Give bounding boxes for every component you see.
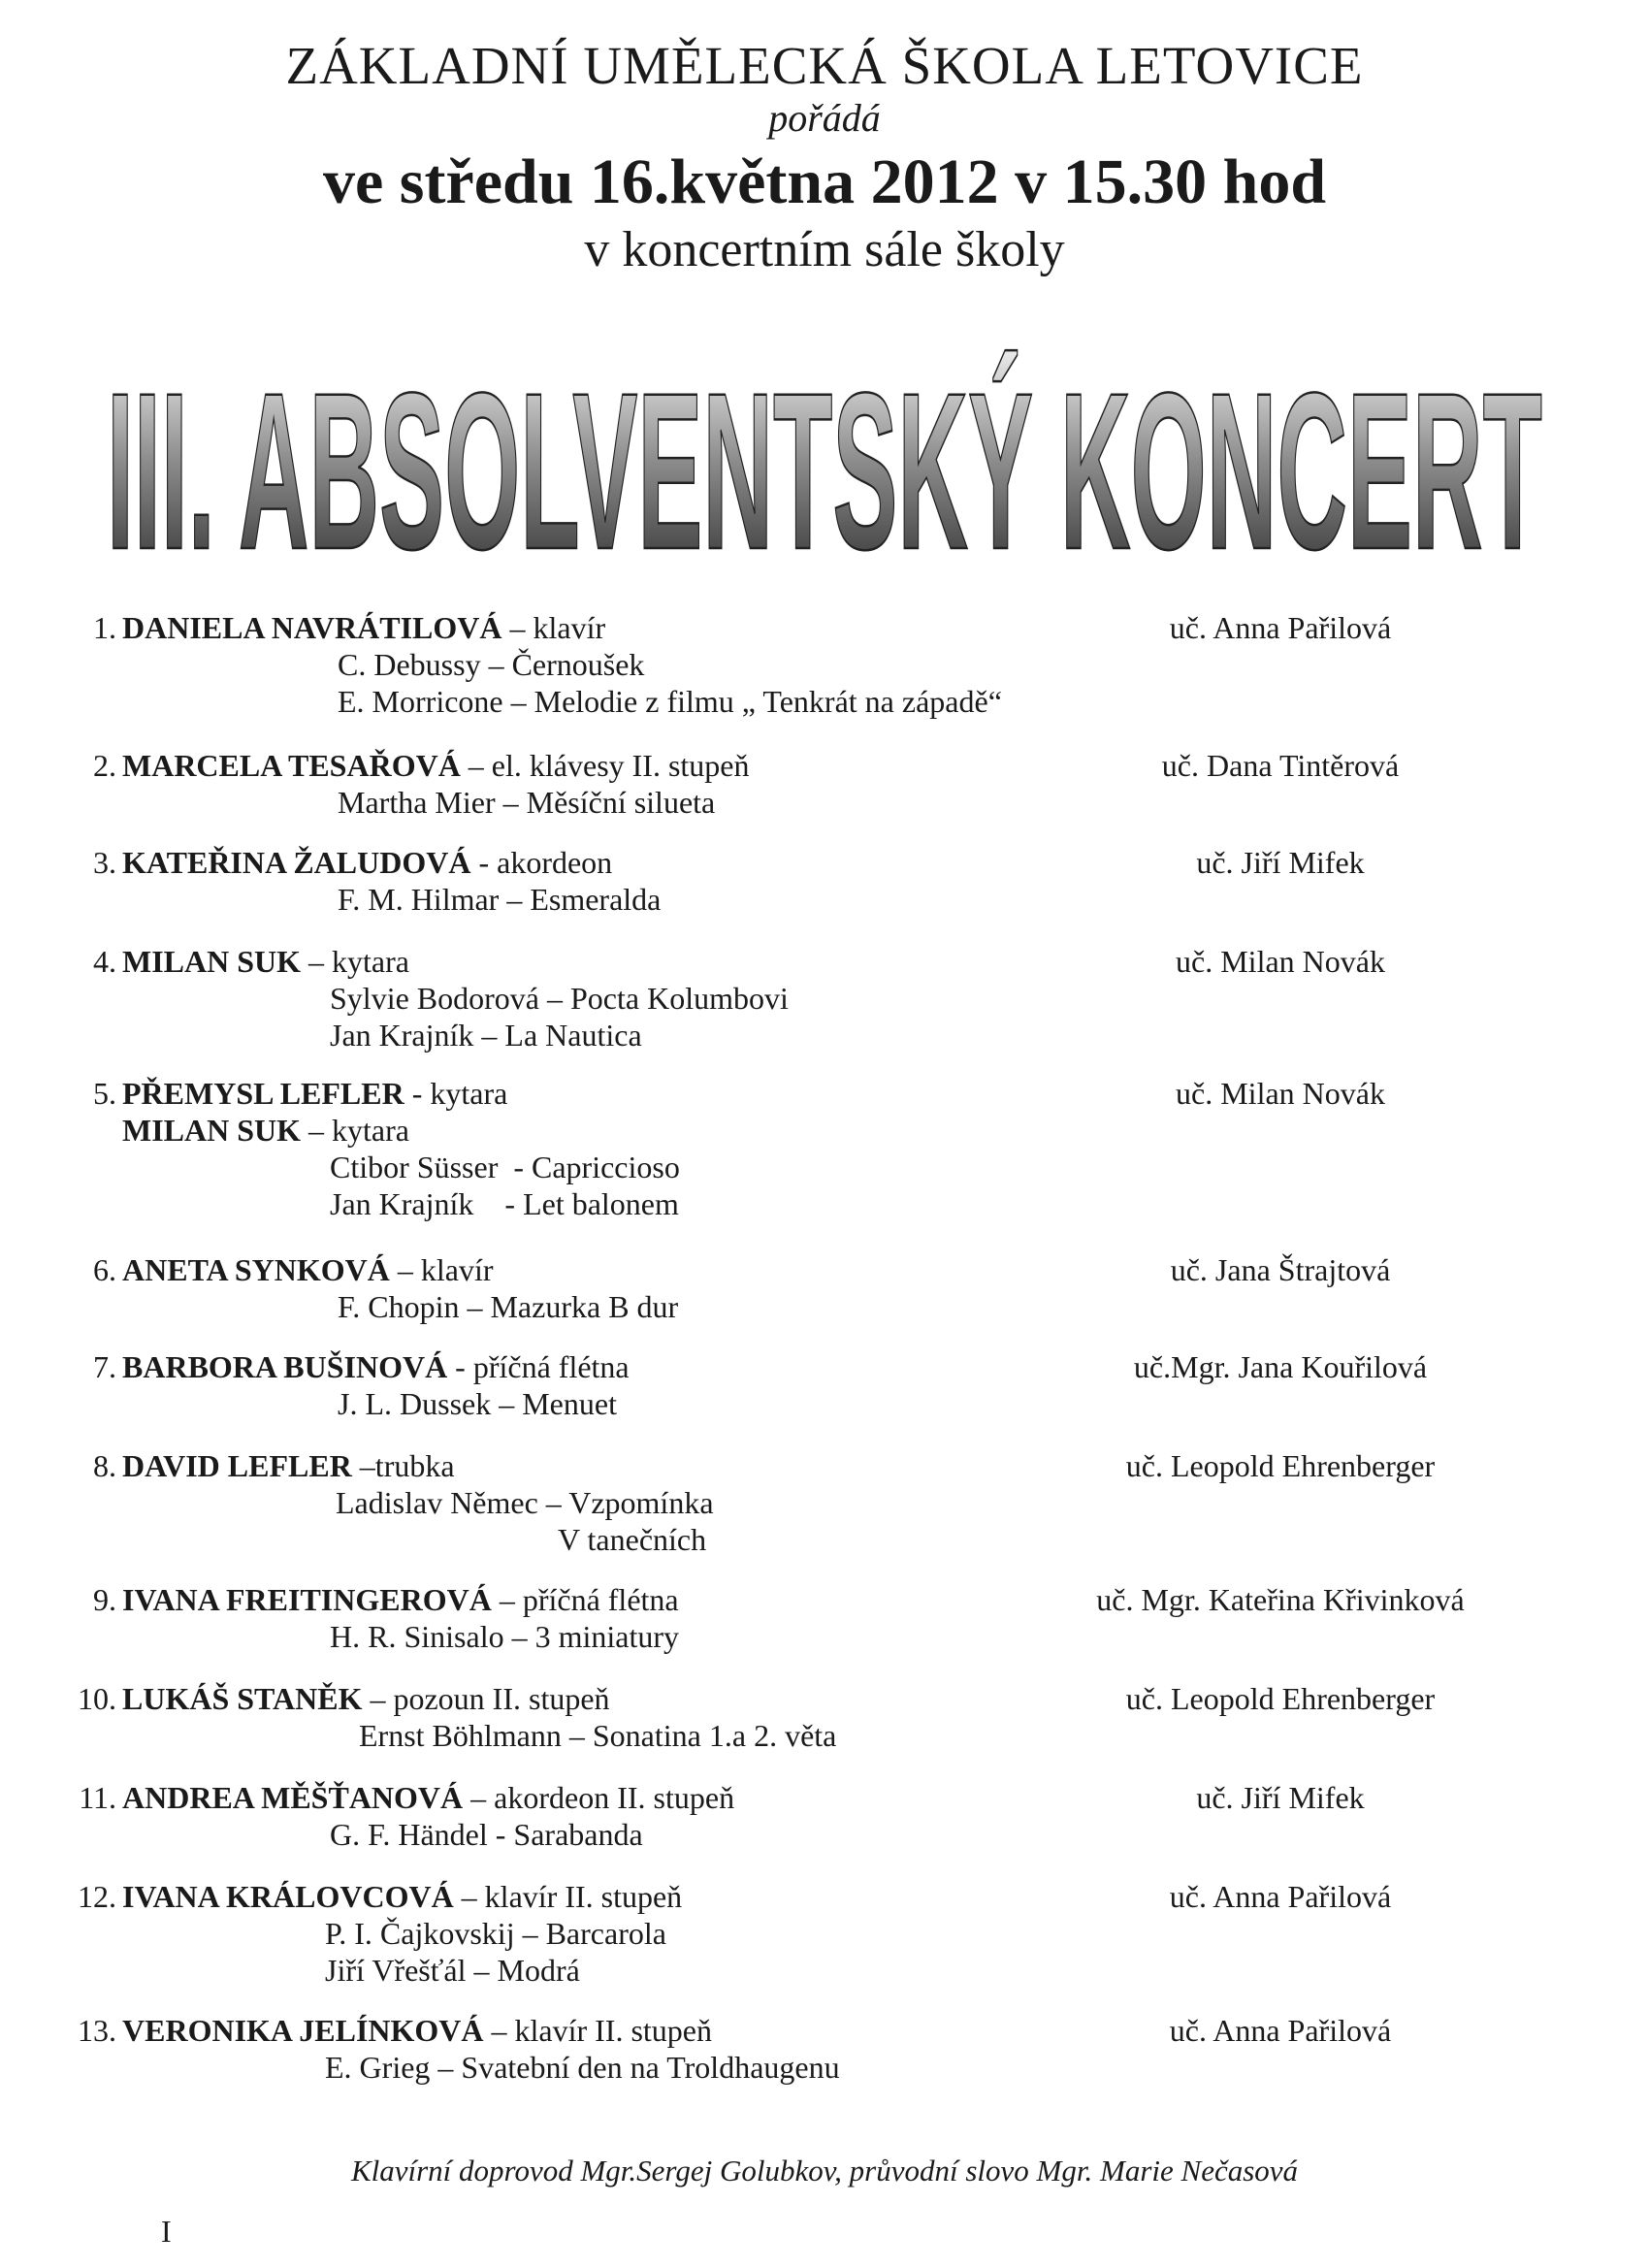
item-number: 7. <box>93 1349 116 1384</box>
performer-instrument: – klavír <box>501 610 606 645</box>
piece-line: V tanečních <box>558 1522 707 1557</box>
piece-line: H. R. Sinisalo – 3 miniatury <box>330 1619 679 1654</box>
piece-line: E. Morricone – Melodie z filmu „ Tenkrát na západě“ <box>338 684 1002 719</box>
performer-line <box>48 1075 507 1112</box>
performer-name: ANETA SYNKOVÁ <box>122 1252 390 1287</box>
performer-line <box>48 1581 679 1618</box>
performer-line <box>48 844 612 881</box>
accompaniment-note: Klavírní doprovod Mgr.Sergej Golubkov, průvodní slovo Mgr. Marie Nečasová <box>350 2154 1299 2187</box>
performer-instrument: – pozoun II. stupeň <box>362 1681 610 1716</box>
piece-line: Jan Krajník - Let balonem <box>330 1186 679 1221</box>
piece-line: Sylvie Bodorová – Pocta Kolumbovi <box>330 981 789 1016</box>
piece-line: Ctibor Süsser - Capriccioso <box>330 1150 680 1184</box>
performer-line <box>48 1251 494 1288</box>
performer-line <box>48 747 750 784</box>
performer-instrument: - příčná flétna <box>447 1349 630 1384</box>
performer-instrument: – klavír II. stupeň <box>483 2013 712 2048</box>
organizes-label: pořádá <box>768 96 881 140</box>
teacher-name: uč. Anna Pařilová <box>1169 1879 1392 1914</box>
performer-name: MILAN SUK <box>122 944 302 979</box>
performer-line <box>48 943 409 980</box>
performer-instrument: – klavír <box>389 1252 494 1287</box>
item-number: 2. <box>93 748 116 783</box>
performer-instrument: – kytara <box>301 944 409 979</box>
performer-name: VERONIKA JELÍNKOVÁ <box>122 2013 484 2048</box>
teacher-name: uč. Jiří Mifek <box>1196 1780 1365 1815</box>
concert-title-banner <box>97 330 1552 640</box>
performer-instrument: –trubka <box>351 1448 455 1483</box>
banner-title-text: III. ABSOLVENTSKÝ KONCERT <box>107 346 1542 596</box>
item-number: 10. <box>78 1681 116 1716</box>
teacher-name: uč. Jiří Mifek <box>1196 845 1365 880</box>
teacher-name: uč. Dana Tintěrová <box>1161 748 1400 783</box>
page-number: I <box>161 2214 172 2249</box>
item-number: 6. <box>93 1252 116 1287</box>
piece-line: G. F. Händel - Sarabanda <box>330 1817 643 1852</box>
item-number: 1. <box>93 610 116 645</box>
performer-instrument: - kytara <box>404 1076 508 1111</box>
piece-line: F. M. Hilmar – Esmeralda <box>338 882 662 917</box>
performer-name: IVANA FREITINGEROVÁ <box>122 1582 492 1617</box>
item-number: 8. <box>93 1448 116 1483</box>
performer-line <box>48 1348 630 1385</box>
piece-line: F. Chopin – Mazurka B dur <box>338 1289 679 1324</box>
piece-line: E. Grieg – Svatební den na Troldhaugenu <box>325 2050 840 2085</box>
performer-name: IVANA KRÁLOVCOVÁ <box>122 1879 454 1914</box>
teacher-name: uč. Milan Novák <box>1176 944 1385 979</box>
piece-line: Ernst Böhlmann – Sonatina 1.a 2. věta <box>359 1718 837 1753</box>
performer-name: MILAN SUK <box>122 1113 302 1148</box>
item-number: 13. <box>78 2013 116 2048</box>
performer-line <box>48 1112 409 1149</box>
performer-line <box>48 609 605 646</box>
teacher-name: uč. Leopold Ehrenberger <box>1125 1448 1436 1483</box>
piece-line: Jiří Vřešťál – Modrá <box>325 1953 580 1988</box>
item-number: 4. <box>93 944 116 979</box>
piece-line: C. Debussy – Černoušek <box>338 647 645 682</box>
item-number: 11. <box>79 1780 116 1815</box>
performer-line <box>48 2012 712 2049</box>
item-number: 3. <box>93 845 116 880</box>
teacher-name: uč. Anna Pařilová <box>1169 2013 1392 2048</box>
performer-instrument: – příčná flétna <box>491 1582 679 1617</box>
performer-line <box>48 1680 610 1717</box>
performer-name: DAVID LEFLER <box>122 1448 352 1483</box>
item-number: 5. <box>93 1076 116 1111</box>
performer-name: ANDREA MĚŠŤANOVÁ <box>122 1780 464 1815</box>
piece-line: Martha Mier – Měsíční silueta <box>338 785 716 820</box>
performer-instrument: – kytara <box>301 1113 409 1148</box>
teacher-name: uč. Milan Novák <box>1176 1076 1385 1111</box>
event-datetime: ve středu 16.května 2012 v 15.30 hod <box>322 146 1327 217</box>
performer-line <box>48 1878 682 1915</box>
performer-instrument: – el. klávesy II. stupeň <box>460 748 750 783</box>
performer-name: BARBORA BUŠINOVÁ <box>122 1349 448 1384</box>
piece-line: Jan Krajník – La Nautica <box>330 1018 642 1053</box>
performer-name: LUKÁŠ STANĚK <box>122 1681 363 1716</box>
teacher-name: uč. Leopold Ehrenberger <box>1125 1681 1436 1716</box>
piece-line: Ladislav Němec – Vzpomínka <box>336 1485 714 1520</box>
teacher-name: uč. Mgr. Kateřina Křivinková <box>1096 1582 1465 1617</box>
performer-line <box>48 1779 734 1816</box>
event-venue: v koncertním sále školy <box>584 222 1065 277</box>
performer-name: PŘEMYSL LEFLER <box>122 1076 404 1111</box>
performer-instrument: – akordeon II. stupeň <box>463 1780 735 1815</box>
performer-name: DANIELA NAVRÁTILOVÁ <box>122 610 502 645</box>
piece-line: P. I. Čajkovskij – Barcarola <box>325 1916 666 1951</box>
teacher-name: uč. Jana Štrajtová <box>1170 1252 1391 1287</box>
performer-instrument: - akordeon <box>470 845 613 880</box>
school-name: ZÁKLADNÍ UMĚLECKÁ ŠKOLA LETOVICE <box>285 36 1364 95</box>
teacher-name: uč.Mgr. Jana Kouřilová <box>1133 1349 1428 1384</box>
performer-name: KATEŘINA ŽALUDOVÁ <box>122 845 471 880</box>
piece-line: J. L. Dussek – Menuet <box>338 1386 617 1421</box>
performer-line <box>48 1447 455 1484</box>
item-number: 9. <box>93 1582 116 1617</box>
performer-instrument: – klavír II. stupeň <box>453 1879 683 1914</box>
item-number: 12. <box>78 1879 116 1914</box>
teacher-name: uč. Anna Pařilová <box>1169 610 1392 645</box>
performer-name: MARCELA TESAŘOVÁ <box>122 748 461 783</box>
